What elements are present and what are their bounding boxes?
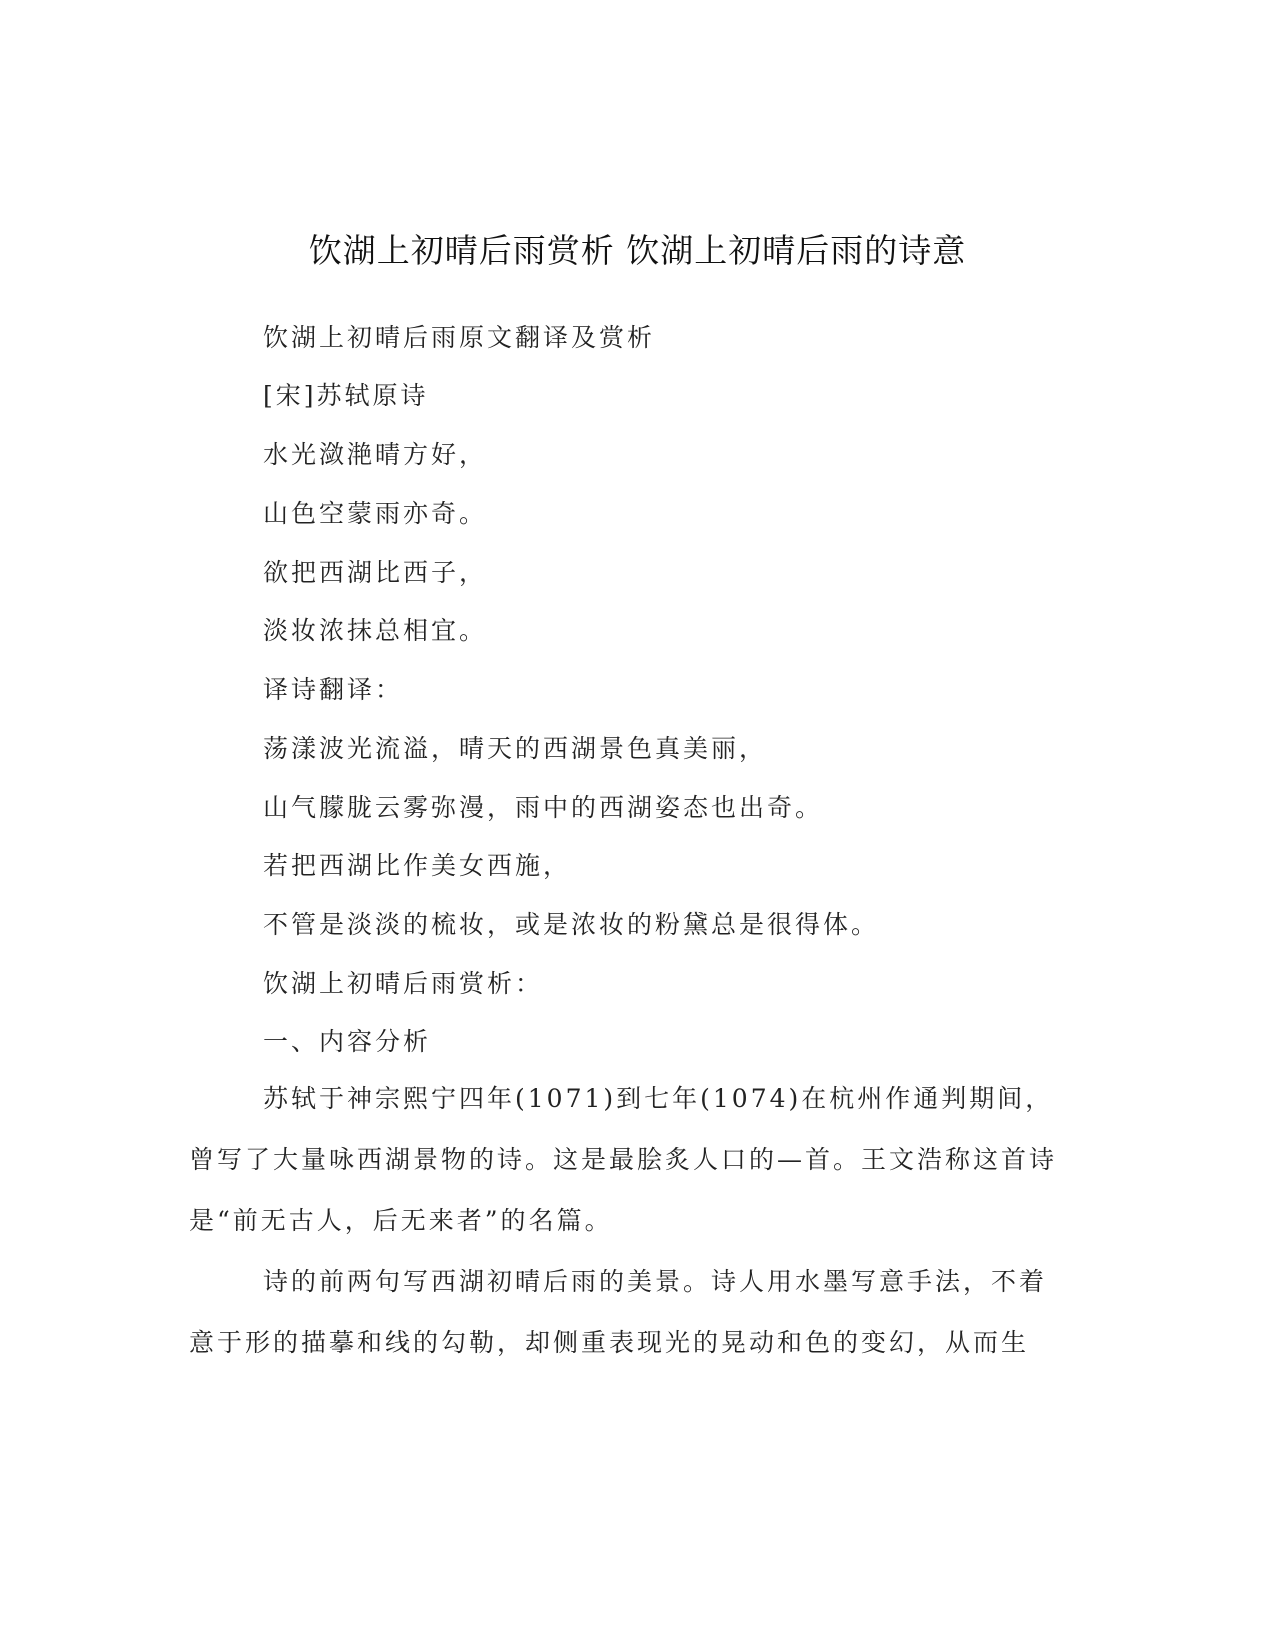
body-paragraph: 诗的前两句写西湖初晴后雨的美景。诗人用水墨写意手法，不着意于形的描摹和线的勾勒，却侧重表现光的晃动和色的变幻，从而生 [189,1267,1048,1357]
section-heading-original: 饮湖上初晴后雨原文翻译及赏析 [263,323,656,352]
translation-heading: 译诗翻译： [263,675,404,704]
poem-line: 水光潋滟晴方好， [263,440,488,469]
content-analysis-heading: 一、内容分析 [263,1027,432,1056]
poem-line: 淡妆浓抹总相宜。 [263,616,488,645]
document-title: 饮湖上初晴后雨赏析 饮湖上初晴后雨的诗意 [308,231,967,271]
body-paragraph: 苏轼于神宗熙宁四年(1071)到七年(1074)在杭州作通判期间，曾写了大量咏西湖景物的诗。这是最脍炙人口的—首。王文浩称这首诗是“前无古人，后无来者”的名篇。 [189,1084,1058,1235]
poem-line: 欲把西湖比西子， [263,558,488,587]
translation-line: 荡漾波光流溢，晴天的西湖景色真美丽， [263,734,768,763]
analysis-heading: 饮湖上初晴后雨赏析： [263,969,544,998]
translation-line: 山气朦胧云雾弥漫，雨中的西湖姿态也出奇。 [263,793,824,822]
translation-line: 不管是淡淡的梳妆，或是浓妆的粉黛总是很得体。 [263,910,880,939]
poem-author: [宋]苏轼原诗 [263,381,429,410]
poem-line: 山色空蒙雨亦奇。 [263,499,488,528]
translation-line: 若把西湖比作美女西施， [263,851,572,880]
